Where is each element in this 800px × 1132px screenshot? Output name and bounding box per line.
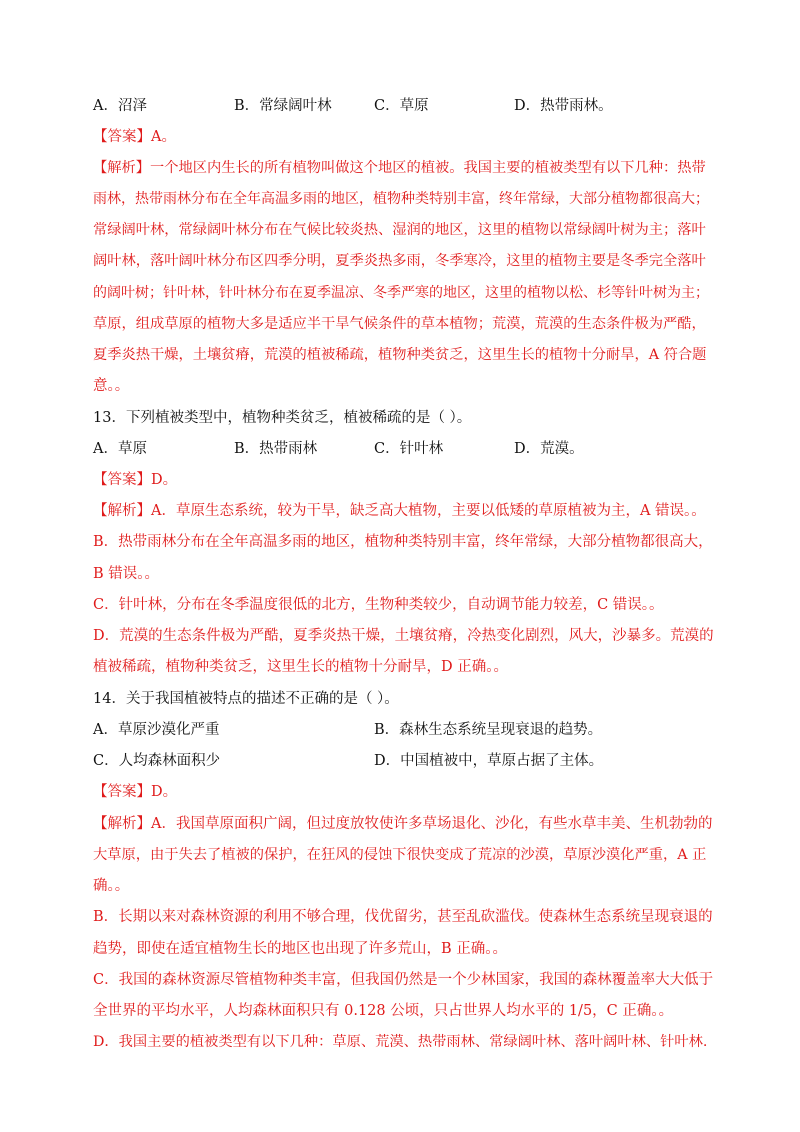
q12-option-d: D．热带雨林。	[514, 98, 613, 114]
q13-option-a: A．草原	[93, 441, 147, 457]
q12-analysis-line-5: 的阔叶树；针叶林，针叶林分布在夏季温凉、冬季严寒的地区，这里的植物以松、杉等针叶树为主；	[93, 285, 709, 301]
q12-option-c: C．草原	[374, 98, 429, 114]
q13-answer: 【答案】D。	[93, 472, 178, 488]
q13-option-d: D．荒漠。	[514, 441, 584, 457]
q12-option-b: B．常绿阔叶林	[234, 98, 332, 114]
q14-analysis-line-5: 趋势，即使在适宜植物生长的地区也出现了许多荒山，B 正确。。	[93, 941, 508, 957]
q12-analysis-line-8: 意。。	[93, 378, 130, 394]
q12-answer: 【答案】A。	[93, 129, 176, 145]
q13-analysis-line-4: C．针叶林，分布在冬季温度很低的北方，生物种类较少，自动调节能力较差，C 错误。。	[93, 597, 664, 613]
q14-option-c: C．人均森林面积少	[93, 753, 221, 769]
q13-analysis-line-3: B 错误。。	[93, 566, 160, 582]
q14-analysis-line-2: 大草原，由于失去了植被的保护，在狂风的侵蚀下很快变成了荒凉的沙漠，草原沙漠化严重，A 正	[93, 847, 707, 863]
q13-analysis-line-1: 【解析】A．草原生态系统，较为干旱，缺乏高大植物，主要以低矮的草原植被为主，A 错误。。	[93, 503, 706, 519]
q13-option-c: C．针叶林	[374, 441, 444, 457]
q14-options-row-1	[93, 720, 713, 740]
q14-analysis-line-4: B．长期以来对森林资源的利用不够合理，伐优留劣，甚至乱砍滥伐。使森林生态系统呈现衰退的	[93, 909, 713, 925]
q14-option-b: B．森林生态系统呈现衰退的趋势。	[374, 722, 603, 738]
q12-analysis-line-4: 阔叶林，落叶阔叶林分布区四季分明，夏季炎热多雨，冬季寒冷，这里的植物主要是冬季完全落叶	[93, 253, 706, 269]
q12-analysis-line-1: 【解析】一个地区内生长的所有植物叫做这个地区的植被。我国主要的植被类型有以下几种：热带	[93, 160, 706, 176]
q12-options	[93, 96, 713, 116]
q13-analysis-line-6: 植被稀疏，植物种类贫乏，这里生长的植物十分耐旱，D 正确。。	[93, 659, 508, 675]
q13-analysis-line-5: D．荒漠的生态条件极为严酷，夏季炎热干燥，土壤贫瘠，冷热变化剧烈，风大，沙暴多。荒漠的	[93, 628, 714, 644]
q13-option-b: B．热带雨林	[234, 441, 318, 457]
q14-analysis-line-6: C．我国的森林资源尽管植物种类丰富，但我国仍然是一个少林国家，我国的森林覆盖率大大低于	[93, 972, 714, 988]
q14-analysis-line-8: D．我国主要的植被类型有以下几种：草原、荒漠、热带雨林、常绿阔叶林、落叶阔叶林、针叶林.	[93, 1034, 708, 1050]
q12-option-a: A．沼泽	[93, 98, 147, 114]
q14-analysis-line-7: 全世界的平均水平，人均森林面积只有 0.128 公顷，只占世界人均水平的 1/5，C 正确。。	[93, 1003, 674, 1019]
q12-analysis-line-2: 雨林，热带雨林分布在全年高温多雨的地区，植物种类特别丰富，终年常绿，大部分植物都很高大；	[93, 191, 709, 207]
q14-stem: 14．关于我国植被特点的描述不正确的是（ ）。	[93, 691, 399, 707]
q12-analysis-line-6: 草原，组成草原的植物大多是适应半干旱气候条件的草本植物；荒漠，荒漠的生态条件极为严酷，	[93, 316, 706, 332]
q13-analysis-line-2: B．热带雨林分布在全年高温多雨的地区，植物种类特别丰富，终年常绿，大部分植物都很高大，	[93, 534, 713, 550]
q13-stem: 13．下列植被类型中，植物种类贫乏，植被稀疏的是（ ）。	[93, 410, 472, 426]
q14-option-d: D．中国植被中，草原占据了主体。	[374, 753, 604, 769]
q14-analysis-line-3: 确。。	[93, 878, 130, 894]
q14-options-row-2	[93, 751, 713, 771]
q13-options	[93, 439, 713, 459]
q12-analysis-line-7: 夏季炎热干燥，土壤贫瘠，荒漠的植被稀疏，植物种类贫乏，这里生长的植物十分耐旱，A 符合题	[93, 347, 707, 363]
q12-analysis-line-3: 常绿阔叶林，常绿阔叶林分布在气候比较炎热、湿润的地区，这里的植物以常绿阔叶树为主；落叶	[93, 222, 706, 238]
q14-analysis-line-1: 【解析】A．我国草原面积广阔，但过度放牧使许多草场退化、沙化，有些水草丰美、生机勃勃的	[93, 816, 713, 832]
q14-answer: 【答案】D。	[93, 784, 178, 800]
q14-option-a: A．草原沙漠化严重	[93, 722, 220, 738]
